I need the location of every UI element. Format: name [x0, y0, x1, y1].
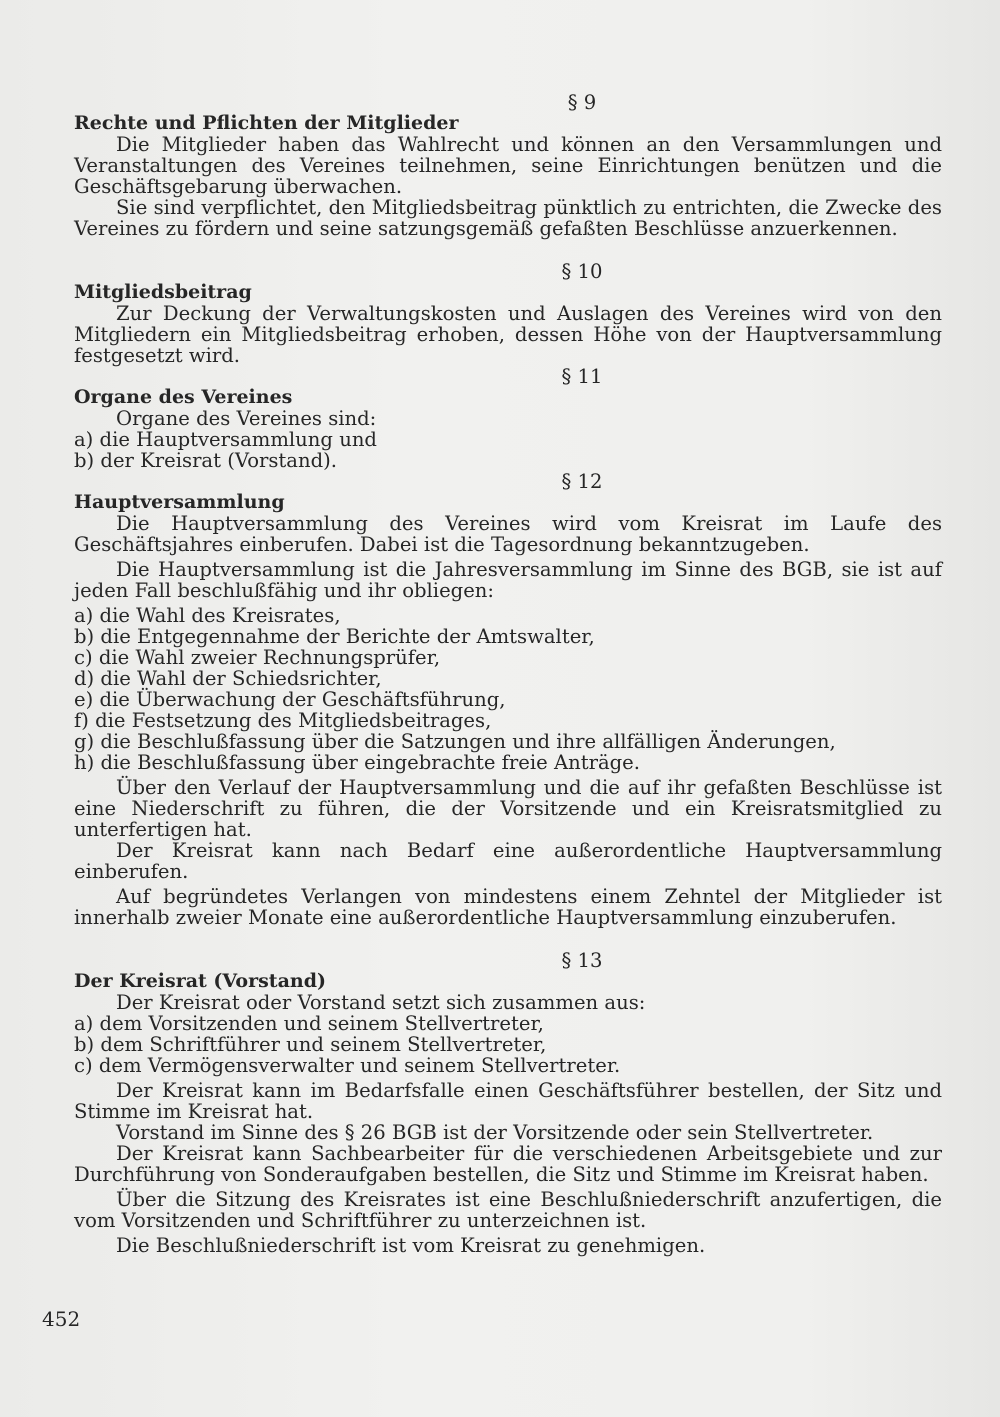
paragraph: Die Hauptversammlung des Vereines wird vom Kreisrat im Laufe des Geschäftsjahres einberufen. Dabei ist die Tagesordnung bekanntzugeben. [74, 512, 942, 556]
paragraph: Vorstand im Sinne des § 26 BGB ist der Vorsitzende oder sein Stellvertreter. [116, 1121, 874, 1144]
paragraph: Organe des Vereines sind: [116, 407, 377, 430]
section-heading: Organe des Vereines [74, 386, 293, 408]
section-13 [74, 950, 942, 1256]
paragraph: Sie sind verpflichtet, den Mitgliedsbeitrag pünktlich zu entrichten, die Zwecke des Vereines zu fördern und seine satzungsgemäß gefaßten Beschlüsse anzuerkennen. [74, 196, 942, 240]
list-item: b) die Entgegennahme der Berichte der Amtswalter, [74, 625, 595, 648]
list-item: d) die Wahl der Schiedsrichter, [74, 667, 382, 690]
paragraph: Auf begründetes Verlangen von mindestens einem Zehntel der Mitglieder ist innerhalb zweier Monate eine außerordentliche Hauptversammlung einzuberufen. [74, 885, 942, 929]
section-11 [74, 366, 942, 471]
paragraph: Über den Verlauf der Hauptversammlung und die auf ihr gefaßten Beschlüsse ist eine Niederschrift zu führen, die der Vorsitzende und ein Kreisratsmitglied zu unterfertigen hat. [74, 776, 942, 841]
list-item: a) die Hauptversammlung und [74, 428, 377, 451]
list-item: h) die Beschlußfassung über eingebrachte freie Anträge. [74, 751, 641, 774]
section-heading: Rechte und Pflichten der Mitglieder [74, 112, 459, 134]
section-number: § 12 [561, 470, 603, 493]
list-item: b) dem Schriftführer und seinem Stellvertreter, [74, 1033, 547, 1056]
section-heading: Mitgliedsbeitrag [74, 281, 252, 303]
list-item: c) dem Vermögensverwalter und seinem Stellvertreter. [74, 1054, 621, 1077]
paragraph: Über die Sitzung des Kreisrates ist eine Beschlußniederschrift anzufertigen, die vom Vorsitzenden und Schriftführer zu unterzeichnen ist. [74, 1188, 942, 1232]
list-item: e) die Überwachung der Geschäftsführung, [74, 688, 506, 711]
section-number: § 13 [561, 949, 603, 972]
paragraph: Die Beschlußniederschrift ist vom Kreisrat zu genehmigen. [116, 1234, 706, 1257]
page-number: 452 [42, 1307, 81, 1331]
list-item: c) die Wahl zweier Rechnungsprüfer, [74, 646, 441, 669]
paragraph: Der Kreisrat kann Sachbearbeiter für die verschiedenen Arbeitsgebiete und zur Durchführung von Sonderaufgaben bestellen, die Sitz und Stimme im Kreisrat haben. [74, 1142, 942, 1186]
paragraph: Zur Deckung der Verwaltungskosten und Auslagen des Vereines wird von den Mitgliedern ein Mitgliedsbeitrag erhoben, dessen Höhe von der Hauptversammlung festgesetzt wird. [74, 302, 942, 367]
section-9 [74, 92, 942, 239]
paragraph: Die Hauptversammlung ist die Jahresversammlung im Sinne des BGB, sie ist auf jeden Fall beschlußfähig und ihr obliegen: [74, 558, 942, 602]
paragraph: Der Kreisrat kann nach Bedarf eine außerordentliche Hauptversammlung einberufen. [74, 839, 942, 883]
section-heading: Der Kreisrat (Vorstand) [74, 970, 326, 992]
paragraph: Der Kreisrat oder Vorstand setzt sich zusammen aus: [116, 991, 646, 1014]
section-10 [74, 261, 942, 366]
page-content [74, 92, 942, 1256]
paragraph: Der Kreisrat kann im Bedarfsfalle einen Geschäftsführer bestellen, der Sitz und Stimme im Kreisrat hat. [74, 1079, 942, 1123]
section-number: § 9 [567, 91, 597, 114]
section-number: § 10 [561, 260, 603, 283]
paragraph: Die Mitglieder haben das Wahlrecht und können an den Versammlungen und Veranstaltungen des Vereines teilnehmen, seine Einrichtungen benützen und die Geschäftsgebarung überwachen. [74, 133, 942, 198]
list-item: f) die Festsetzung des Mitgliedsbeitrages, [74, 709, 492, 732]
section-number: § 11 [561, 365, 603, 388]
list-item: g) die Beschlußfassung über die Satzungen und ihre allfälligen Änderungen, [74, 730, 836, 753]
section-12 [74, 471, 942, 928]
section-heading: Hauptversammlung [74, 491, 285, 513]
list-item: a) dem Vorsitzenden und seinem Stellvertreter, [74, 1012, 544, 1035]
list-item: b) der Kreisrat (Vorstand). [74, 449, 338, 472]
list-item: a) die Wahl des Kreisrates, [74, 604, 341, 627]
